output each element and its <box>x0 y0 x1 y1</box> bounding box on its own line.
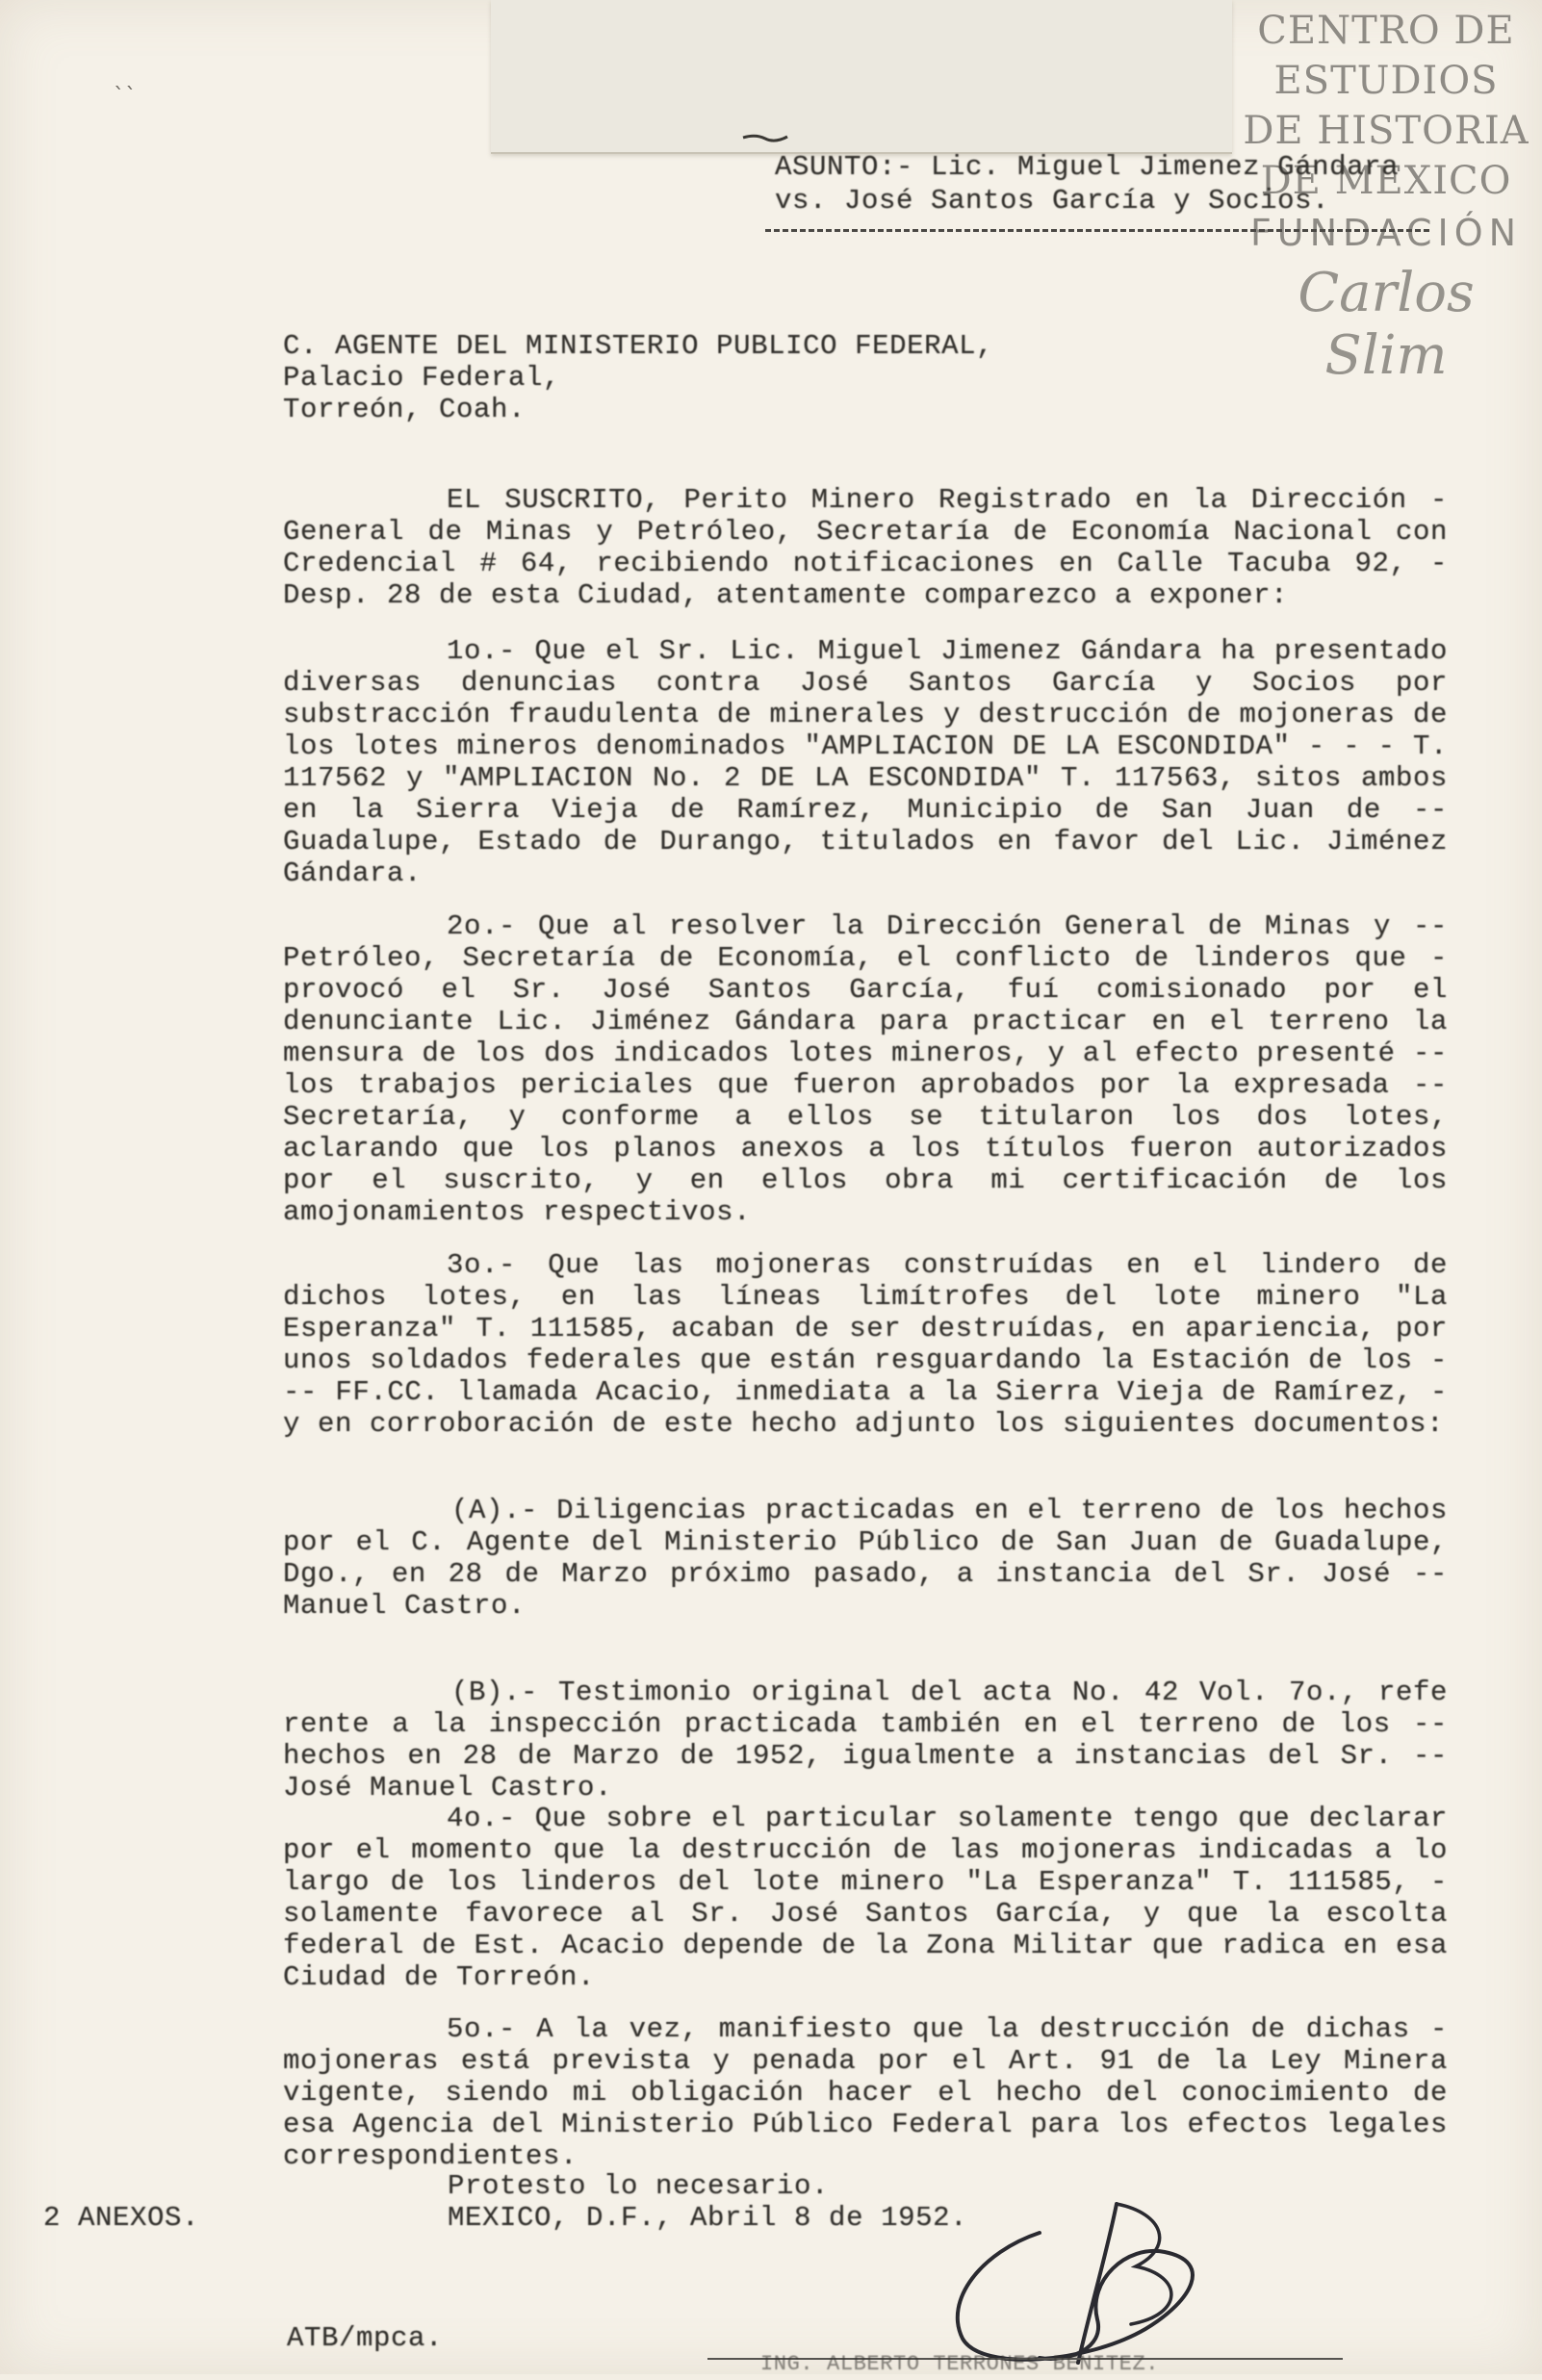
paragraph-5 <box>283 2013 1448 2172</box>
paragraph-annex-b-text: (B).- Testimonio original del acta No. 42 Vol. 7o., refe rente a la inspección practicada también en el terreno de los -- hechos en 28 de Marzo de 1952, igualmente a instancias del Sr. -- José Manuel Castro. <box>283 1676 1448 1804</box>
signature-name: ING. ALBERTO TERRONES BENITEZ. <box>760 2352 1160 2376</box>
paragraph-1 <box>283 635 1448 889</box>
addressee-line-2: Palacio Federal, <box>283 362 561 394</box>
paragraph-intro <box>283 484 1448 611</box>
annex-count: 2 ANEXOS. <box>43 2202 200 2234</box>
paragraph-3-text: 3o.- Que las mojoneras construídas en el lindero de dichos lotes, en las líneas limítrofes del lote minero "La Esperanza" T. 111585, acaban de ser destruídas, en apariencia, por unos soldados federales que están resguardando la Estación de los --- FF.CC. llamada Acacio, inmediata a la Sierra Vieja de Ramírez, - y en corroboración de este hecho adjunto los siguientes documentos: <box>283 1249 1448 1440</box>
paragraph-1-text: 1o.- Que el Sr. Lic. Miguel Jimenez Gándara ha presentado diversas denuncias contra José Santos García y Socios por substracción fraudulenta de minerales y destrucción de mojoneras de los lotes mineros denominados "AMPLIACION DE LA ESCONDIDA" - - - T. 117562 y "AMPLIACION No. 2 DE LA ESCONDIDA" T. 117563, sitos ambos en la Sierra Vieja de Ramírez, Municipio de San Juan de -- Guadalupe, Estado de Durango, titulados en favor del Lic. Jiménez Gándara. <box>283 635 1448 889</box>
header-divider <box>765 229 1429 232</box>
watermark-line-3: DE HISTORIA <box>1243 109 1529 153</box>
asunto-line-1: ASUNTO:- Lic. Miguel Jimenez Gándara <box>775 151 1400 183</box>
addressee-line-1: C. AGENTE DEL MINISTERIO PUBLICO FEDERAL, <box>283 330 994 362</box>
typist-initials: ATB/mpca. <box>287 2322 444 2354</box>
margin-mark: ՝ ՝ <box>116 85 133 109</box>
paragraph-2-text: 2o.- Que al resolver la Dirección General de Minas y -- Petróleo, Secretaría de Economía, el conflicto de linderos que - provocó el Sr. José Santos García, fuí comisionado por el denunciante Lic. Jiménez Gándara para practicar en el terreno la mensura de los dos indicados lotes mineros, y al efecto presenté -- los trabajos periciales que fueron aprobados por la expresada -- Secretaría, y conforme a ellos se titularon los dos lotes, aclarando que los planos anexos a los títulos fueron autorizados por el suscrito, y en ellos obra mi certificación de los amojonamientos respectivos. <box>283 910 1448 1228</box>
watermark-line-2: ESTUDIOS <box>1273 59 1499 103</box>
watermark-line-4: DE MEXICO <box>1260 159 1512 203</box>
paragraph-3 <box>283 1249 1448 1440</box>
paragraph-intro-text: EL SUSCRITO, Perito Minero Registrado en la Dirección - General de Minas y Petróleo, Secretaría de Economía Nacional con Credencial # 64, recibiendo notificaciones en Calle Tacuba 92, - Desp. 28 de esta Ciudad, atentamente comparezco a exponer: <box>283 484 1448 611</box>
archival-tape-strip <box>491 0 1232 154</box>
watermark-line-1: CENTRO DE <box>1257 9 1515 53</box>
asunto-line-2: vs. José Santos García y Socios. <box>775 185 1330 217</box>
paragraph-annex-b <box>283 1676 1448 1804</box>
closing-date: MEXICO, D.F., Abril 8 de 1952. <box>448 2202 968 2234</box>
addressee-line-3: Torreón, Coah. <box>283 394 527 425</box>
paragraph-2 <box>283 910 1448 1228</box>
watermark-fundacion: FUNDACIÓN <box>1249 212 1523 254</box>
paragraph-4-text: 4o.- Que sobre el particular solamente tengo que declarar por el momento que la destrucción de las mojoneras indicadas a lo largo de los linderos del lote minero "La Esperanza" T. 111585, - solamente favorece al Sr. José Santos García, y que la escolta federal de Est. Acacio depende de la Zona Militar que radica en esa Ciudad de Torreón. <box>283 1803 1448 1993</box>
watermark-signature-logo: Carlos Slim <box>1298 262 1475 387</box>
ink-mark <box>741 133 789 142</box>
paragraph-4 <box>283 1803 1448 1993</box>
paragraph-annex-a <box>283 1495 1448 1622</box>
closing-protesto: Protesto lo necesario. <box>448 2170 830 2202</box>
paragraph-annex-a-text: (A).- Diligencias practicadas en el terreno de los hechos por el C. Agente del Ministerio Público de San Juan de Guadalupe, Dgo., en 28 de Marzo próximo pasado, a instancia del Sr. José -- Manuel Castro. <box>283 1495 1448 1622</box>
paragraph-5-text: 5o.- A la vez, manifiesto que la destrucción de dichas - mojoneras está prevista y penada por el Art. 91 de la Ley Minera vigente, siendo mi obligación hacer el hecho del conocimiento de esa Agencia del Ministerio Público Federal para los efectos legales correspondientes. <box>283 2013 1448 2172</box>
